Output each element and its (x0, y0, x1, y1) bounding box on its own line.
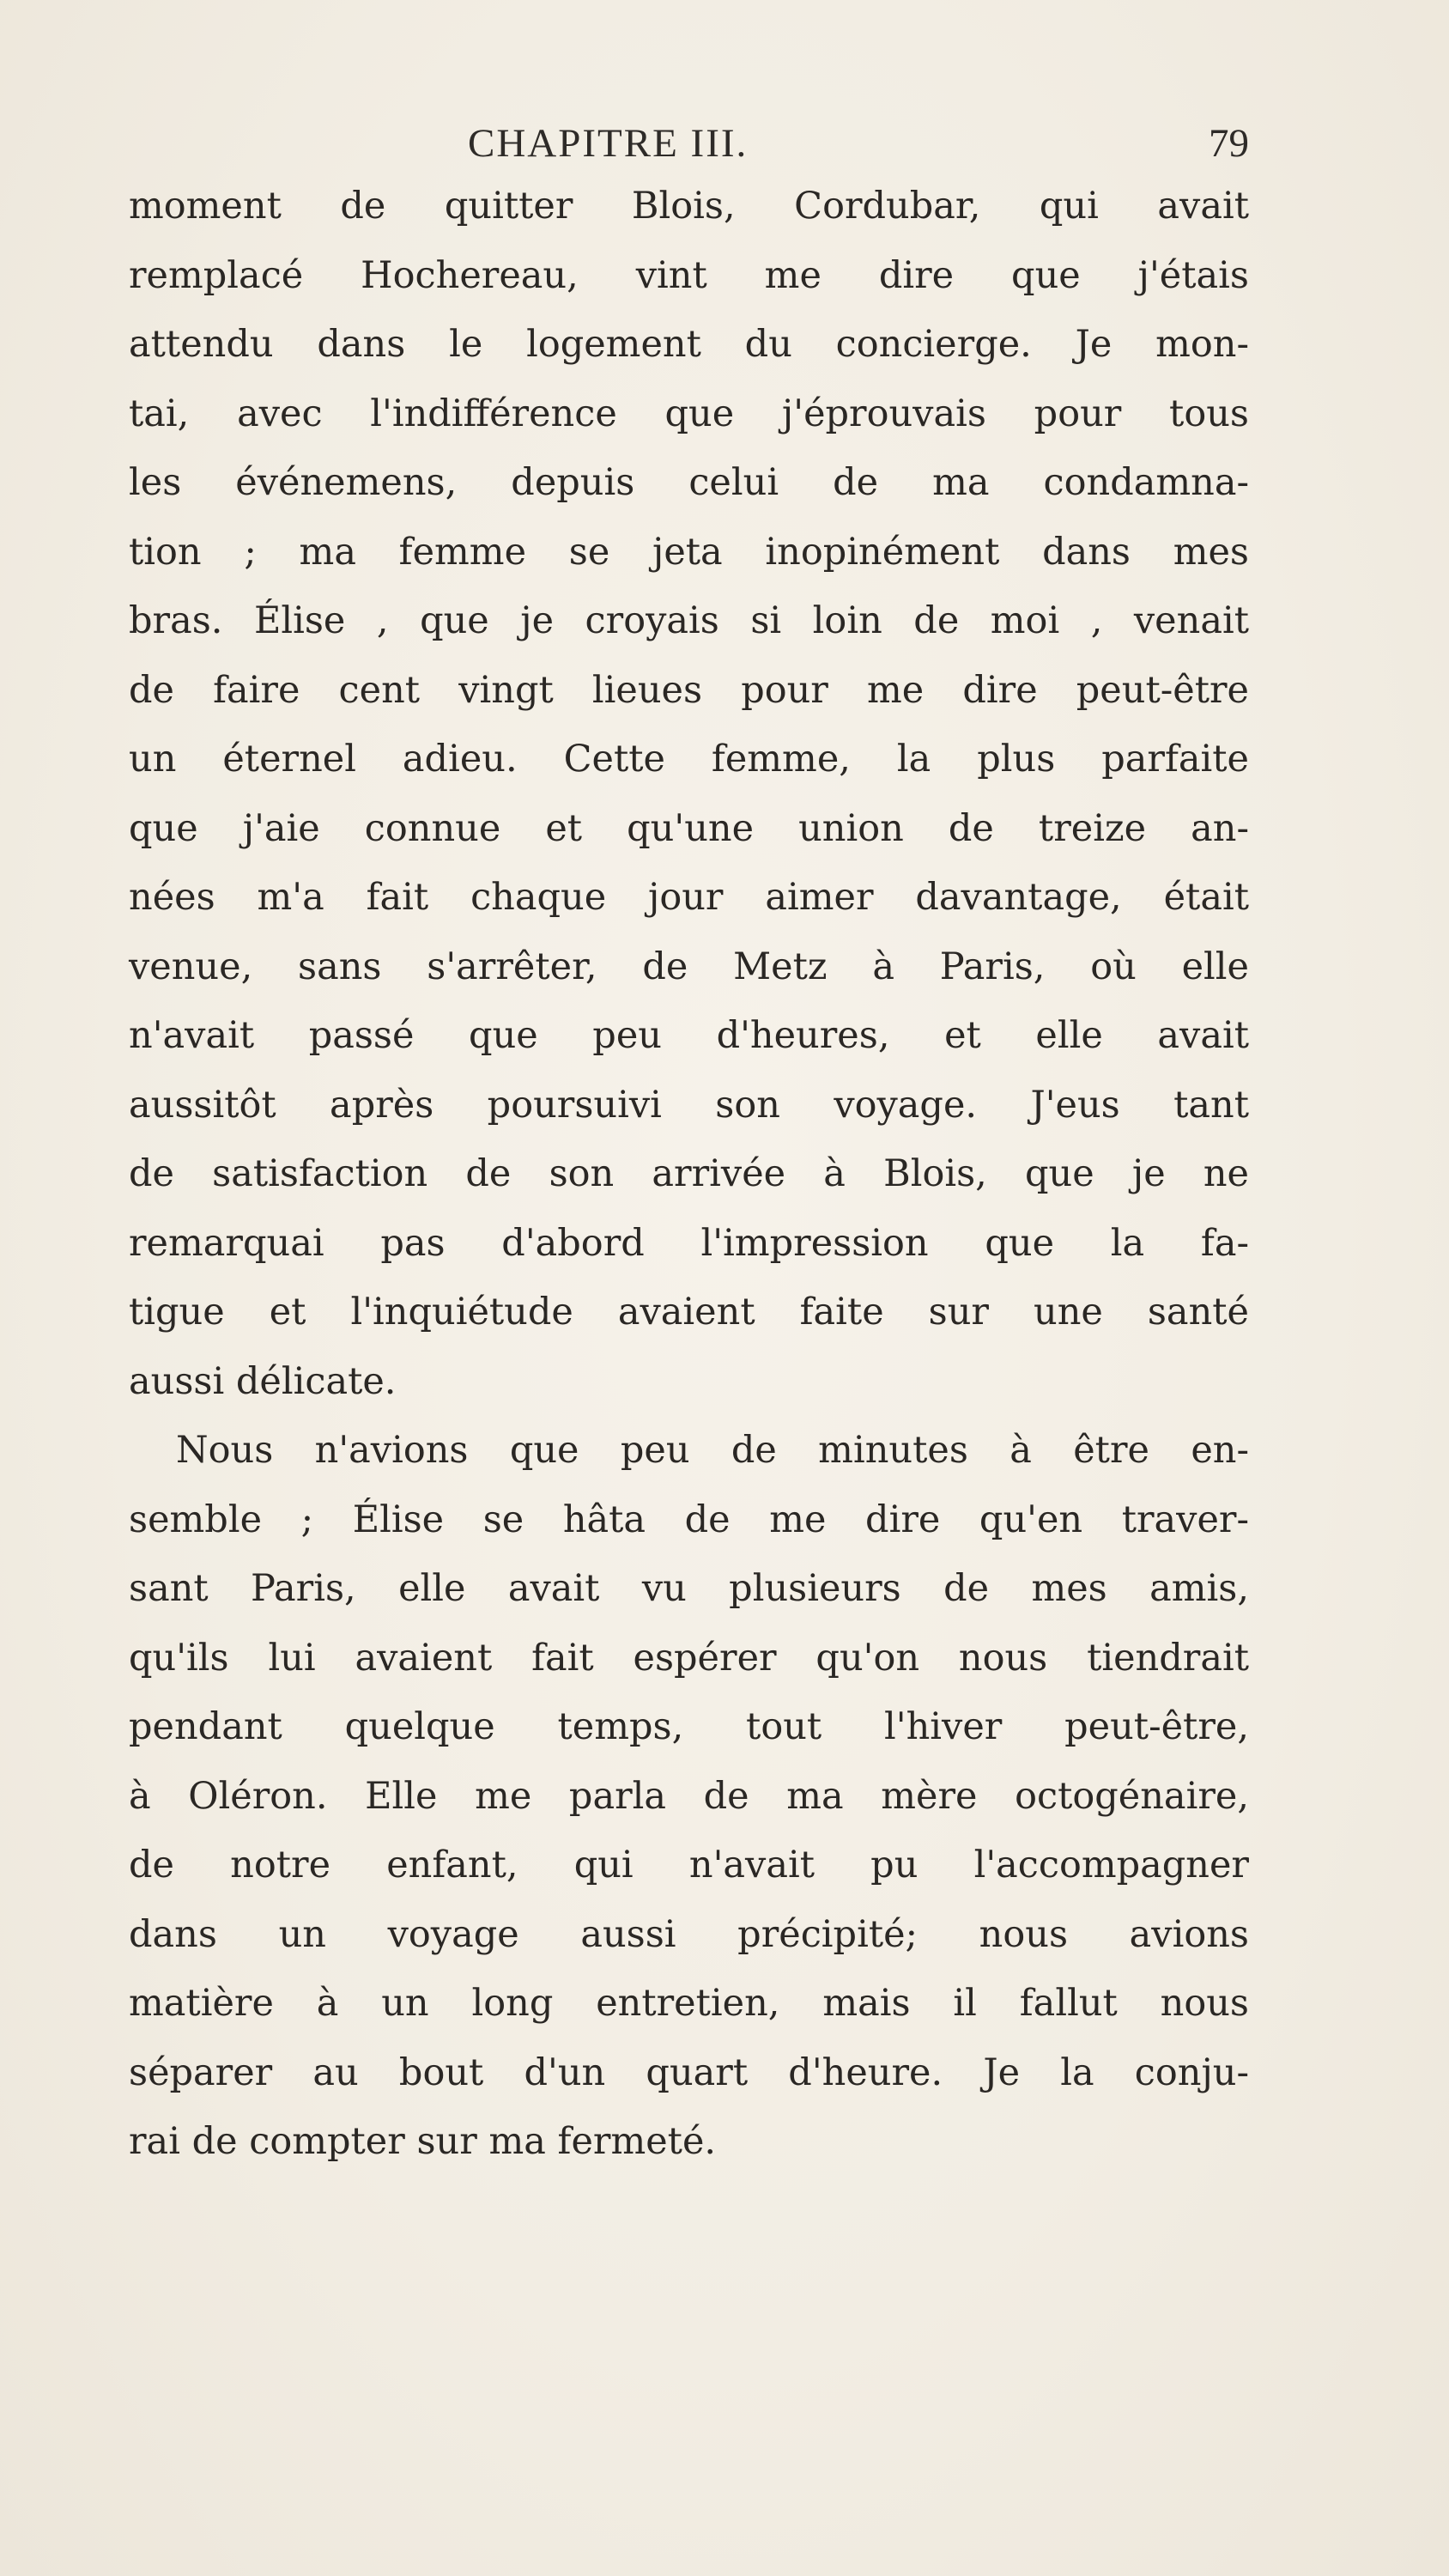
text-line: aussitôt après poursuivi son voyage. J'eus tant (129, 1083, 1249, 1127)
text-line: attendu dans le logement du concierge. Je mon- (129, 323, 1249, 366)
text-line: que j'aie connue et qu'une union de treize an- (129, 806, 1249, 850)
running-title: CHAPITRE III. (468, 121, 749, 166)
text-line: remarquai pas d'abord l'impression que la fa- (129, 1221, 1249, 1265)
page-header (129, 120, 1249, 172)
text-line: de satisfaction de son arrivée à Blois, que je ne (129, 1152, 1249, 1195)
text-line: de faire cent vingt lieues pour me dire peut-être (129, 668, 1249, 712)
text-line: de notre enfant, qui n'avait pu l'accompagner (129, 1844, 1249, 1886)
text-line: tigue et l'inquiétude avaient faite sur une santé (129, 1291, 1249, 1334)
text-line: tai, avec l'indifférence que j'éprouvais pour tous (129, 392, 1249, 435)
paragraph-end-line: aussi délicate. (129, 1359, 397, 1403)
text-line: qu'ils lui avaient fait espérer qu'on nous tiendrait (129, 1636, 1249, 1680)
text-line: les événemens, depuis celui de ma condamna- (129, 461, 1249, 504)
text-line: pendant quelque temps, tout l'hiver peut-être, (129, 1705, 1249, 1748)
text-line: sant Paris, elle avait vu plusieurs de mes amis, (129, 1567, 1249, 1610)
text-line: n'avait passé que peu d'heures, et elle avait (129, 1014, 1249, 1057)
page-number: 79 (1209, 121, 1249, 166)
paragraph-end-line: rai de compter sur ma fermeté. (129, 2120, 717, 2163)
text-line: moment de quitter Blois, Cordubar, qui avait (129, 185, 1249, 228)
paragraph-start-line: Nous n'avions que peu de minutes à être en- (176, 1429, 1249, 1472)
text-line: remplacé Hochereau, vint me dire que j'étais (129, 253, 1249, 297)
text-line: un éternel adieu. Cette femme, la plus parfaite (129, 738, 1249, 781)
text-line: bras. Élise , que je croyais si loin de moi , venait (129, 599, 1249, 642)
text-line: à Oléron. Elle me parla de ma mère octogénaire, (129, 1774, 1249, 1818)
text-line: dans un voyage aussi précipité; nous avions (129, 1912, 1249, 1956)
text-line: matière à un long entretien, mais il fallut nous (129, 1982, 1249, 2025)
text-line: semble ; Élise se hâta de me dire qu'en traver- (129, 1498, 1249, 1541)
body-text (129, 172, 1249, 2177)
text-line: tion ; ma femme se jeta inopinément dans mes (129, 530, 1249, 574)
text-line: venue, sans s'arrêter, de Metz à Paris, où elle (129, 945, 1249, 988)
text-line: nées m'a fait chaque jour aimer davantage, était (129, 876, 1249, 919)
text-line: séparer au bout d'un quart d'heure. Je la conju- (129, 2050, 1249, 2094)
